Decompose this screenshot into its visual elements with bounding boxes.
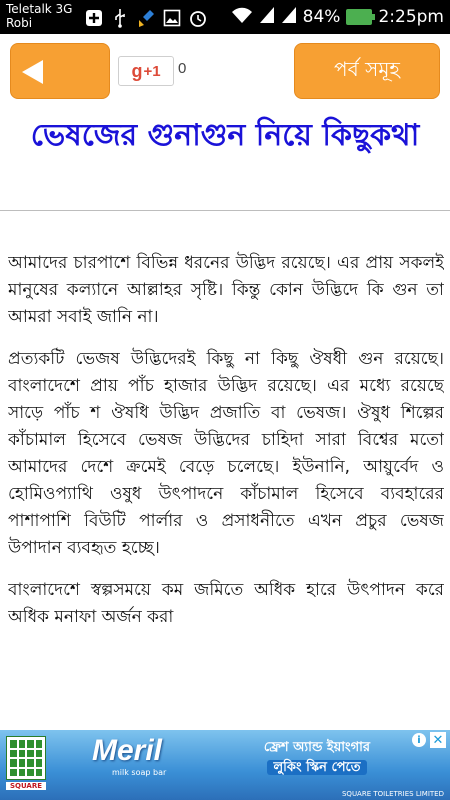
alarm-icon: [188, 8, 208, 28]
ad-footer: SQUARE TOILETRIES LIMITED: [341, 790, 444, 798]
ad-close-icon[interactable]: ✕: [430, 732, 446, 748]
google-plus-icon: g: [131, 60, 143, 81]
carrier-primary: Teletalk 3G: [6, 2, 73, 16]
title-divider: [0, 210, 450, 211]
status-bar: [0, 0, 450, 34]
back-arrow-icon: [19, 58, 45, 86]
carrier-info: [6, 2, 72, 30]
ad-tagline: [242, 738, 392, 778]
clock: 2:25pm: [378, 7, 444, 27]
notification-icons: [84, 7, 208, 29]
usb-icon: [110, 8, 130, 28]
carrier-secondary: Robi: [6, 16, 33, 30]
battery-percentage: 84%: [302, 7, 341, 27]
square-logo: [6, 736, 46, 780]
ad-brand: Meril: [92, 734, 163, 767]
plus-one-label: +1: [143, 62, 161, 80]
logo-text: SQUARE: [6, 782, 46, 790]
cleaner-icon: [136, 8, 156, 28]
app-header: [0, 34, 450, 108]
signal-icon: [281, 6, 297, 29]
signal-icon: [259, 6, 275, 29]
battery-charging-icon: [346, 9, 372, 25]
ad-info-icon[interactable]: i: [412, 733, 426, 747]
article-body[interactable]: [8, 250, 444, 728]
article-title: ভেষজের গুনাগুন নিয়ে কিছুকথা: [30, 118, 420, 153]
back-button[interactable]: [10, 43, 110, 99]
article-paragraph: বাংলাদেশে স্বল্পসময়ে কম জমিতে অধিক হারে উৎপাদন করে অধিক মনাফা অর্জন করা: [8, 580, 444, 627]
wifi-icon: [231, 6, 253, 29]
ad-tagline-2: লুকিং স্কিন পেতে: [267, 760, 366, 775]
add-icon: [84, 8, 104, 28]
ad-brand-sub: milk soap bar: [112, 768, 167, 777]
plus-one-count: 0: [178, 60, 187, 77]
ad-banner[interactable]: [0, 730, 450, 800]
ad-tagline-1: ফ্রেশ অ্যান্ড ইয়াংগার: [263, 740, 371, 755]
article-paragraph: আমাদের চারপাশে বিভিন্ন ধরনের উদ্ভিদ রয়েছে। এর প্রায় সকলই মানুষের কল্যানে আল্লাহর সৃষ্টি। কিন্তু কোন উদ্ভিদে কি গুন তা আমরা সবাই জানি না।: [8, 253, 444, 327]
episodes-button[interactable]: পর্ব সমূহ: [294, 43, 440, 99]
google-plus-one-button[interactable]: [118, 56, 174, 86]
article-paragraph: প্রত্যকটি ভেজষ উদ্ভিদেরই কিছু না কিছু ঔষধী গুন রয়েছে। বাংলাদেশে প্রায় পাঁচ হাজার উদ্ভিদ রয়েছে। এর মধ্যে রয়েছে সাড়ে পাঁচ শ ঔষধি উদ্ভিদ প্রজাতি বা ভেষজ। ঔষুধ শিল্পের কাঁচামাল হিসেবে ভেষজ উদ্ভিদের চাহিদা সারা বিশ্বের মতো আমাদের দেশে ক্রমেই বেড়ে চলেছে। ইউনানি, আয়ুর্বেদ ও হোমিওপ্যাথি ওষুধ উৎপাদনে কাঁচামাল হিসেবে ব্যবহারের পাশাপাশি বিউটি পার্লার ও প্রসাধনীতে এখন প্রচুর ভেষজ উপাদান ব্যবহৃত হচ্ছে।: [8, 349, 444, 558]
system-status: [231, 6, 444, 28]
image-icon: [162, 8, 182, 28]
